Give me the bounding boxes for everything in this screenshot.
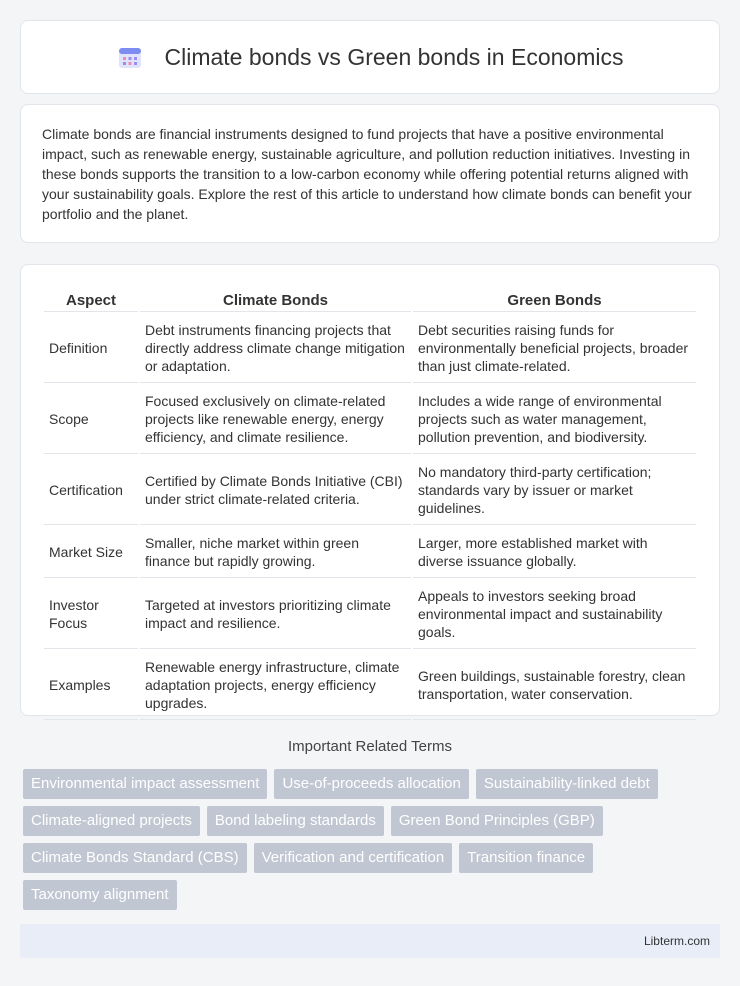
- row-climate-bonds: Debt instruments financing projects that directly address climate change mitigation or adaptation.: [140, 314, 411, 383]
- page-footer: [20, 924, 720, 958]
- related-term-tag[interactable]: Environmental impact assessment: [23, 769, 267, 799]
- comparison-table-card: [20, 264, 720, 716]
- row-climate-bonds: Certified by Climate Bonds Initiative (CBI) under strict climate-related criteria.: [140, 456, 411, 525]
- row-green-bonds: No mandatory third-party certification; standards vary by issuer or market guidelines.: [413, 456, 696, 525]
- row-green-bonds: Includes a wide range of environmental projects such as water management, pollution prevention, and biodiversity.: [413, 385, 696, 454]
- row-green-bonds: Green buildings, sustainable forestry, clean transportation, water conservation.: [413, 651, 696, 720]
- calendar-icon: [117, 44, 143, 70]
- related-term-tag[interactable]: Taxonomy alignment: [23, 880, 177, 910]
- related-term-tag[interactable]: Use-of-proceeds allocation: [274, 769, 468, 799]
- row-aspect: Certification: [44, 456, 138, 525]
- page-header: [20, 20, 720, 94]
- related-term-tag[interactable]: Bond labeling standards: [207, 806, 384, 836]
- table-row: [44, 385, 696, 454]
- related-term-tag[interactable]: Green Bond Principles (GBP): [391, 806, 603, 836]
- table-row: [44, 456, 696, 525]
- intro-paragraph: Climate bonds are financial instruments designed to fund projects that have a positive environmental impact, such as renewable energy, sustainable agriculture, and pollution reduction initiatives. Investing in these bonds supports the transition to a low-carbon economy while offering potential returns aligned with your sustainability goals. Explore the rest of this article to understand how climate bonds can benefit your portfolio and the planet.: [20, 104, 720, 243]
- footer-brand-link[interactable]: Libterm.com: [643, 934, 710, 948]
- row-aspect: Examples: [44, 651, 138, 720]
- table-header-row: [44, 289, 696, 312]
- related-term-tag[interactable]: Verification and certification: [254, 843, 453, 873]
- related-term-tag[interactable]: Climate-aligned projects: [23, 806, 200, 836]
- column-header-green-bonds: Green Bonds: [413, 289, 696, 312]
- row-green-bonds: Debt securities raising funds for environmentally beneficial projects, broader than just climate-related.: [413, 314, 696, 383]
- row-climate-bonds: Focused exclusively on climate-related projects like renewable energy, energy efficiency, and climate resilience.: [140, 385, 411, 454]
- table-row: [44, 527, 696, 578]
- page-title: Climate bonds vs Green bonds in Economics: [164, 43, 624, 70]
- row-aspect: Scope: [44, 385, 138, 454]
- row-climate-bonds: Targeted at investors prioritizing climate impact and resilience.: [140, 580, 411, 649]
- related-terms-list: [0, 769, 740, 910]
- table-row: [44, 314, 696, 383]
- table-row: [44, 580, 696, 649]
- comparison-table: [42, 287, 698, 722]
- related-terms-section: [0, 738, 740, 910]
- related-term-tag[interactable]: Climate Bonds Standard (CBS): [23, 843, 247, 873]
- table-row: [44, 651, 696, 720]
- row-climate-bonds: Smaller, niche market within green finance but rapidly growing.: [140, 527, 411, 578]
- row-green-bonds: Appeals to investors seeking broad environmental impact and sustainability goals.: [413, 580, 696, 649]
- related-terms-title: Important Related Terms: [288, 738, 452, 755]
- related-term-tag[interactable]: Transition finance: [459, 843, 593, 873]
- column-header-climate-bonds: Climate Bonds: [140, 289, 411, 312]
- row-aspect: Definition: [44, 314, 138, 383]
- row-green-bonds: Larger, more established market with diverse issuance globally.: [413, 527, 696, 578]
- row-aspect: Investor Focus: [44, 580, 138, 649]
- column-header-aspect: Aspect: [44, 289, 138, 312]
- related-term-tag[interactable]: Sustainability-linked debt: [476, 769, 658, 799]
- row-aspect: Market Size: [44, 527, 138, 578]
- row-climate-bonds: Renewable energy infrastructure, climate adaptation projects, energy efficiency upgrades.: [140, 651, 411, 720]
